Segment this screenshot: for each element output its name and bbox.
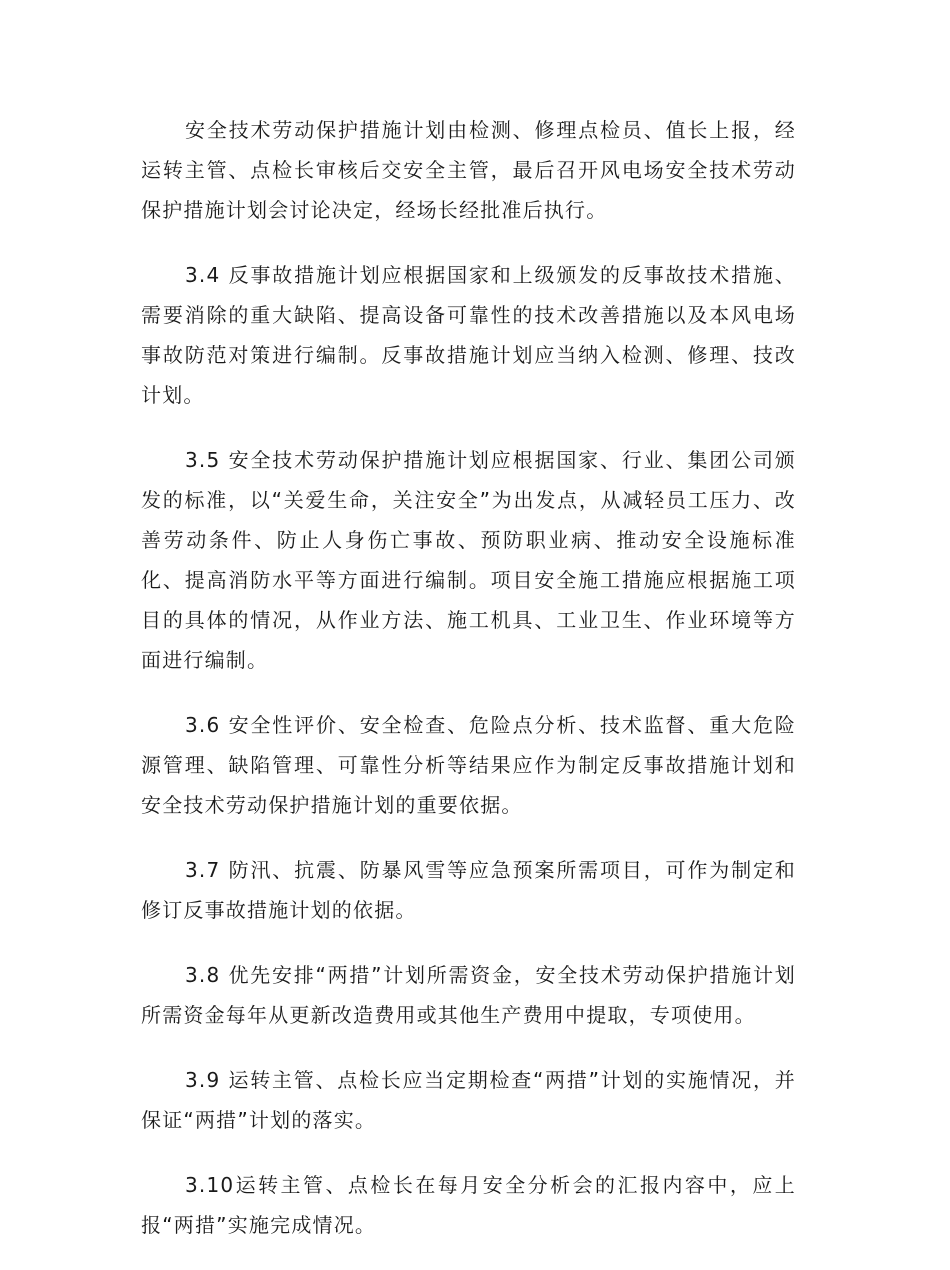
paragraph-3-6: 3.6 安全性评价、安全检查、危险点分析、技术监督、重大危险源管理、缺陷管理、可靠性分析等结果应作为制定反事故措施计划和安全技术劳动保护措施计划的重要依据。	[141, 713, 796, 817]
paragraph-3-5: 3.5 安全技术劳动保护措施计划应根据国家、行业、集团公司颁发的标准，以“关爱生命，关注安全”为出发点，从减轻员工压力、改善劳动条件、防止人身伤亡事故、预防职业病、推动安全设施标准化、提高消防水平等方面进行编制。项目安全施工措施应根据施工项目的具体的情况，从作业方法、施工机具、工业卫生、作业环境等方面进行编制。	[141, 448, 796, 672]
paragraph-3-10: 3.10运转主管、点检长在每月安全分析会的汇报内容中，应上报“两措”实施完成情况。	[141, 1173, 796, 1237]
paragraph-3-4: 3.4 反事故措施计划应根据国家和上级颁发的反事故技术措施、需要消除的重大缺陷、提高设备可靠性的技术改善措施以及本风电场事故防范对策进行编制。反事故措施计划应当纳入检测、修理、技改计划。	[141, 263, 796, 407]
document-body	[141, 110, 796, 1270]
paragraph-3-8: 3.8 优先安排“两措”计划所需资金，安全技术劳动保护措施计划所需资金每年从更新改造费用或其他生产费用中提取，专项使用。	[141, 963, 796, 1027]
paragraph-3-7: 3.7 防汛、抗震、防暴风雪等应急预案所需项目，可作为制定和修订反事故措施计划的依据。	[141, 858, 796, 922]
paragraph-3-9: 3.9 运转主管、点检长应当定期检查“两措”计划的实施情况，并保证“两措”计划的落实。	[141, 1068, 796, 1132]
paragraph-plan-reporting: 安全技术劳动保护措施计划由检测、修理点检员、值长上报，经运转主管、点检长审核后交安全主管，最后召开风电场安全技术劳动保护措施计划会讨论决定，经场长经批准后执行。	[141, 118, 796, 222]
